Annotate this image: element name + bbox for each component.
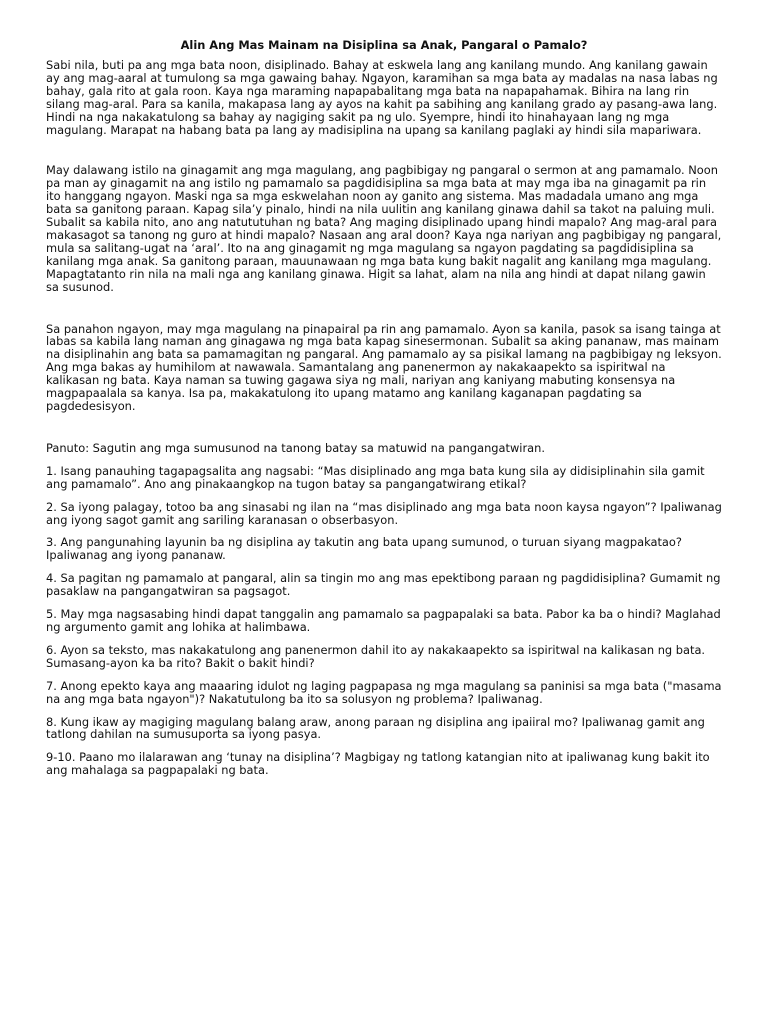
question-item: 1. Isang panauhing tagapagsalita ang nagsabi: “Mas disiplinado ang mga bata kung sila ay didisiplinahin sila gamit ang pamamalo”. Ano ang pinakaangkop na tugon batay sa pangangatwirang etikal?	[46, 463, 705, 491]
paragraph-opinion: Sa panahon ngayon, may mga magulang na pinapairal pa rin ang pamamalo. Ayon sa kanila, pasok sa isang tainga at labas sa kabila lang naman ang ginagawa ng mga bata kapag sinesermonan. Subalit sa aking pananaw, mas mainam na disiplinahin ang bata sa pamamagitan ng pangaral. Ang pamamalo ay sa pisikal lamang na pagbibigay ng leksyon. Ang mga bakas ay humihilom at nawawala. Samantalang ang panenermon ay nakakaapekto sa ispiritwal na kalikasan ng bata. Kaya naman sa tuwing gagawa siya ng mali, nariyan ang kaniyang mabuting konsensya na magpapaalala sa kanya. Isa pa, makakatulong ito upang matamo ang kanilang kaganapan pagdating sa pagdedesisyon.	[46, 321, 722, 413]
question-item: 4. Sa pagitan ng pamamalo at pangaral, alin sa tingin mo ang mas epektibong paraan ng pagdidisiplina? Gumamit ng pasaklaw na pangangatwiran sa pagsagot.	[46, 571, 721, 599]
question-item: 6. Ayon sa teksto, mas nakakatulong ang panenermon dahil ito ay nakakaapekto sa ispiritwal na kalikasan ng bata. Sumasang-ayon ka ba rito? Bakit o bakit hindi?	[46, 642, 706, 670]
question-item: 8. Kung ikaw ay magiging magulang balang araw, anong paraan ng disiplina ang ipaiiral mo? Ipaliwanag gamit ang tatlong dahilan na sumusuporta sa iyong pasya.	[46, 714, 705, 742]
paragraph-gap	[46, 294, 722, 323]
paragraph-gap	[46, 136, 722, 164]
paragraph-two-styles: May dalawang istilo na ginagamit ang mga magulang, ang pagbibigay ng pangaral o sermon at ang pamamalo. Noon pa man ay ginagamit na ang istilo ng pamamalo sa pagdidisiplina sa mga bata at may mga iba na ginagamit pa rin ito hanggang ngayon. Maski nga sa mga eskwelahan noon ay ganito ang sistema. Mas madadala umano ang mga bata sa ganitong paraan. Kapag sila’y pinalo, hindi na nila uulitin ang kanilang ginawa dahil sa takot na paluing muli. Subalit sa kabila nito, ano ang natututuhan ng bata? Ang maging disiplinado upang hindi mapalo? Ang mag-aral para makasagot sa tanong ng guro at hindi mapalo? Nasaan ang aral doon? Kaya nga nariyan ang pagbibigay ng pangaral, mula sa salitang-ugat na ‘aral’. Ito na ang ginagamit ng mga magulang sa ngayon pagdating sa pagdidisiplina sa kanilang mga anak. Sa ganitong paraan, mauunawaan ng mga bata kung bakit nagalit ang kanilang mga magulang. Mapagtatanto rin nila na mali nga ang kanilang ginawa. Higit sa lahat, alam na nila ang hindi at dapat nilang gawin sa susunod.	[46, 163, 722, 294]
paragraph-intro: Sabi nila, buti pa ang mga bata noon, disiplinado. Bahay at eskwela lang ang kanilang mundo. Ang kanilang gawain ay ang mag-aaral at tumulong sa mga gawaing bahay. Ngayon, karamihan sa mga bata ay madalas na nasa labas ng bahay, gala rito at gala roon. Kaya nga maraming napapabalitang mga bata na napapahamak. Bihira na lang rin silang mag-aral. Para sa kanila, makapasa lang ay ayos na kahit pa sabihing ang kanilang grado ay pasang-awa lang. Hindi na nga nakakatulong sa bahay ay nagiging sakit pa ng ulo. Syempre, hindi ito hinahayaan lang ng mga magulang. Marapat na habang bata pa lang ay madisiplina na upang sa kanilang paglaki ay hindi sila mapariwara.	[46, 58, 718, 137]
paragraph-gap	[46, 413, 722, 442]
question-item: 5. May mga nagsasabing hindi dapat tanggalin ang pamamalo sa pagpapalaki sa bata. Pabor ka ba o hindi? Maglahad ng argumento gamit ang lohika at halimbawa.	[46, 607, 721, 634]
document-title: Alin Ang Mas Mainam na Disiplina sa Anak, Pangaral o Pamalo?	[180, 38, 588, 52]
question-item: 3. Ang pangunahing layunin ba ng disiplina ay takutin ang bata upang sumunod, o turuan siyang magpakatao? Ipaliwanag ang iyong pananaw.	[46, 535, 682, 563]
instructions: Panuto: Sagutin ang mga sumusunod na tanong batay sa matuwid na pangangatwiran.	[46, 440, 545, 455]
question-item: 9-10. Paano mo ilalarawan ang ‘tunay na disiplina’? Magbigay ng tatlong katangian nito at ipaliwanag kung bakit ito ang mahalaga sa pagpapalaki ng bata.	[46, 750, 710, 778]
question-list	[46, 465, 722, 777]
question-item: 7. Anong epekto kaya ang maaaring idulot ng laging pagpapasa ng mga magulang sa paninisi sa mga bata ("masama na ang mga bata ngayon")? Nakatutulong ba ito sa solusyon ng problema? Ipaliwanag.	[46, 678, 722, 706]
question-item: 2. Sa iyong palagay, totoo ba ang sinasabi ng ilan na “mas disiplinado ang mga bata noon kaysa ngayon”? Ipaliwanag ang iyong sagot gamit ang sariling karanasan o obserbasyon.	[46, 499, 722, 527]
